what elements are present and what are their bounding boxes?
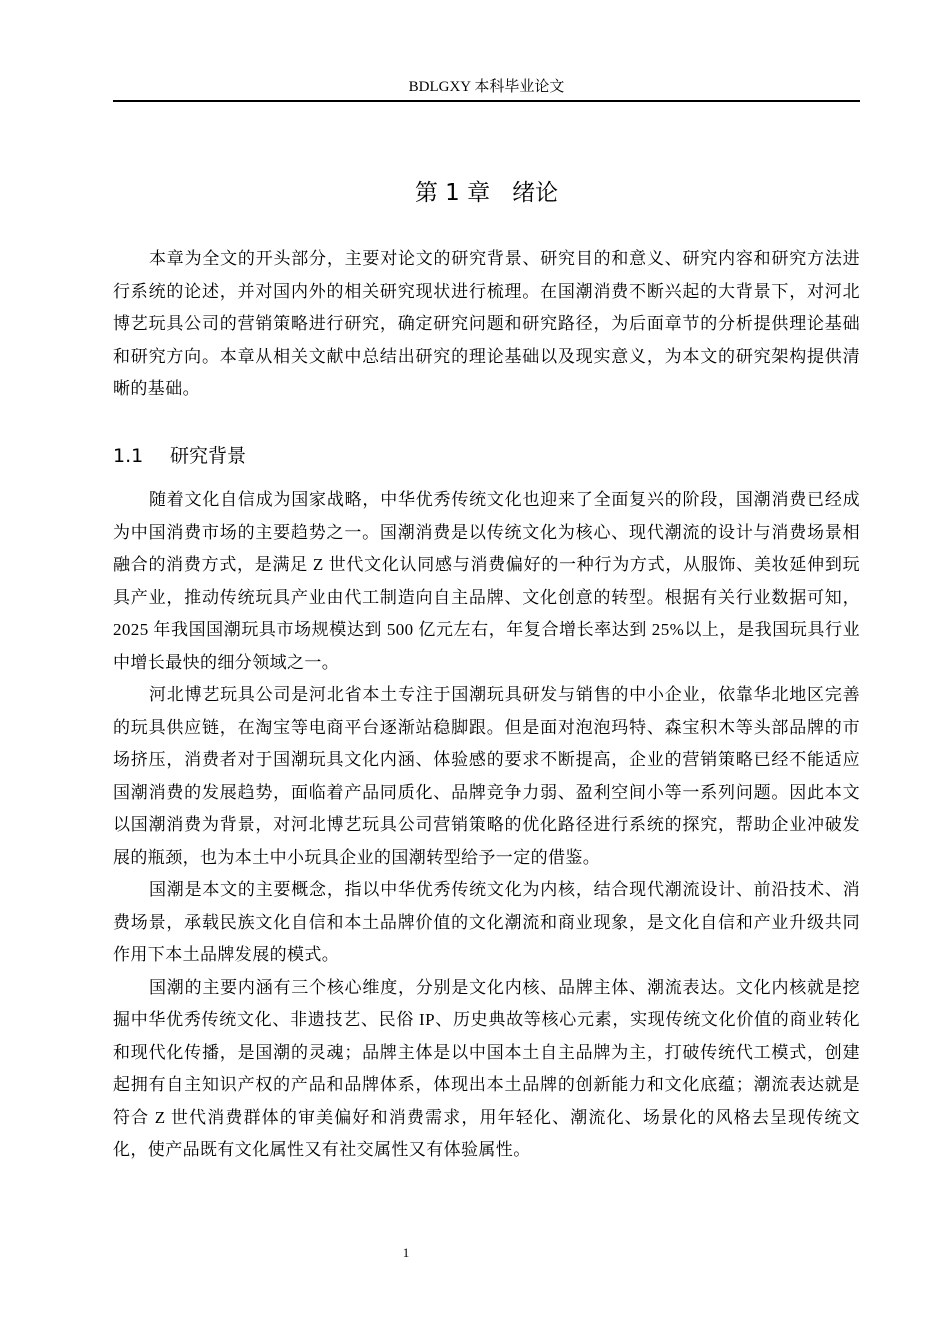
intro-section xyxy=(113,243,860,406)
chapter-title xyxy=(113,178,860,208)
header-rule xyxy=(113,100,860,102)
chapter-number: 第 1 章 xyxy=(414,180,491,206)
section-number: 1.1 xyxy=(113,445,144,467)
body-paragraph: 河北博艺玩具公司是河北省本土专注于国潮玩具研发与销售的中小企业，依靠华北地区完善的玩具供应链，在淘宝等电商平台逐渐站稳脚跟。但是面对泡泡玛特、森宝积木等头部品牌的市场挤压，消费者对于国潮玩具文化内涵、体验感的要求不断提高，企业的营销策略已经不能适应国潮消费的发展趋势，面临着产品同质化、品牌竞争力弱、盈利空间小等一系列问题。因此本文以国潮消费为背景，对河北博艺玩具公司营销策略的优化路径进行系统的探究，帮助企业冲破发展的瓶颈，也为本土中小玩具企业的国潮转型给予一定的借鉴。 xyxy=(113,685,860,867)
page-number: 1 xyxy=(402,1245,410,1260)
section-body xyxy=(113,484,860,1167)
section-heading xyxy=(113,443,246,469)
intro-paragraph: 本章为全文的开头部分，主要对论文的研究背景、研究目的和意义、研究内容和研究方法进行系统的论述，并对国内外的相关研究现状进行梳理。在国潮消费不断兴起的大背景下，对河北博艺玩具公司的营销策略进行研究，确定研究问题和研究路径，为后面章节的分析提供理论基础和研究方向。本章从相关文献中总结出研究的理论基础以及现实意义，为本文的研究架构提供清晰的基础。 xyxy=(113,249,860,398)
body-paragraph: 随着文化自信成为国家战略，中华优秀传统文化也迎来了全面复兴的阶段，国潮消费已经成为中国消费市场的主要趋势之一。国潮消费是以传统文化为核心、现代潮流的设计与消费场景相融合的消费方式，是满足 Z 世代文化认同感与消费偏好的一种行为方式，从服饰、美妆延伸到玩具产业，推动传统玩具产业由代工制造向自主品牌、文化创意的转型。根据有关行业数据可知，2025 年我国国潮玩具市场规模达到 500 亿元左右，年复合增长率达到 25%以上，是我国玩具行业中增长最快的细分领域之一。 xyxy=(113,490,860,672)
section-title: 研究背景 xyxy=(170,445,247,467)
body-paragraph: 国潮是本文的主要概念，指以中华优秀传统文化为内核，结合现代潮流设计、前沿技术、消费场景，承载民族文化自信和本土品牌价值的文化潮流和商业现象，是文化自信和产业升级共同作用下本土品牌发展的模式。 xyxy=(113,880,860,964)
body-paragraph: 国潮的主要内涵有三个核心维度，分别是文化内核、品牌主体、潮流表达。文化内核就是挖掘中华优秀传统文化、非遗技艺、民俗 IP、历史典故等核心元素，实现传统文化价值的商业转化和现代化传播，是国潮的灵魂；品牌主体是以中国本土自主品牌为主，打破传统代工模式，创建起拥有自主知识产权的产品和品牌体系，体现出本土品牌的创新能力和文化底蕴；潮流表达就是符合 Z 世代消费群体的审美偏好和消费需求，用年轻化、潮流化、场景化的风格去呈现传统文化，使产品既有文化属性又有社交属性又有体验属性。 xyxy=(113,977,860,1159)
running-header: BDLGXY 本科毕业论文 xyxy=(408,79,565,95)
chapter-name: 绪论 xyxy=(512,180,559,206)
